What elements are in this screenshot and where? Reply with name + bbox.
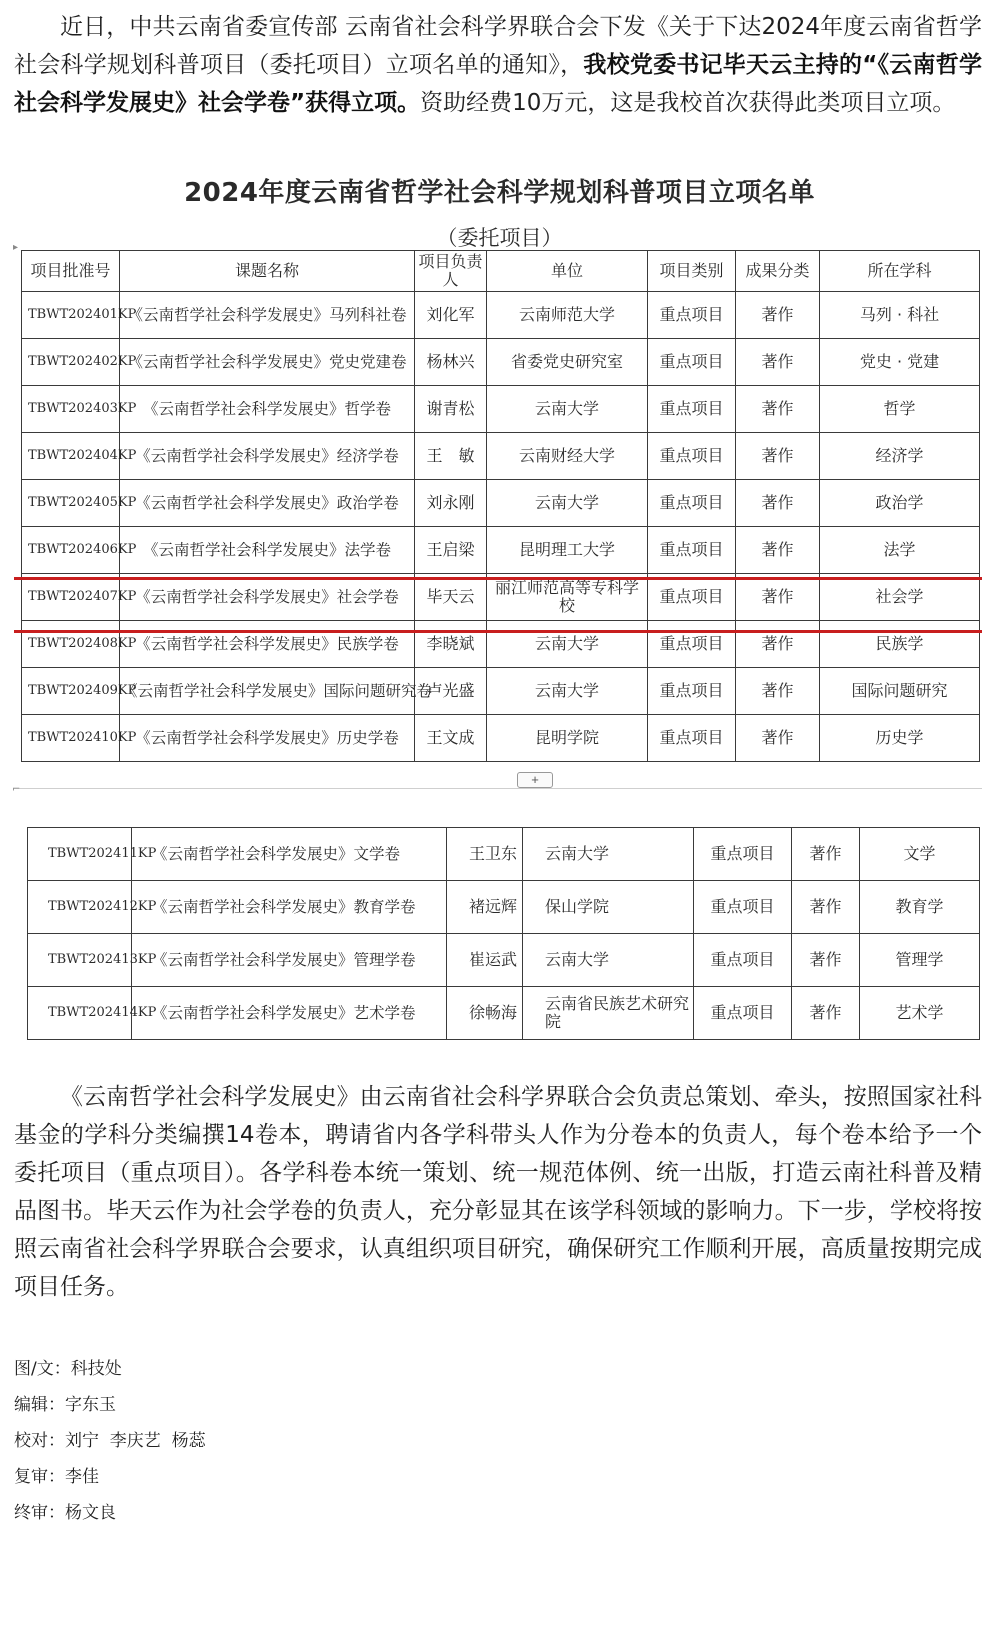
intro-bold-text: 我校党委书记毕天云主持的“《云南哲学社会科学发展史》社会学卷”获得立项。 — [14, 52, 983, 116]
table-row — [28, 987, 980, 1040]
cell-person: 褚远辉 — [447, 881, 523, 934]
cell-topic: 《云南哲学社会科学发展史》民族学卷 — [120, 621, 415, 668]
cell-topic: 《云南哲学社会科学发展史》教育学卷 — [132, 881, 447, 934]
credit-editor: 编辑：字东玉 — [14, 1395, 116, 1415]
cell-discipline: 马列 · 科社 — [820, 292, 980, 339]
table-row — [22, 527, 980, 574]
cell-discipline: 经济学 — [820, 433, 980, 480]
cell-category: 重点项目 — [694, 987, 792, 1040]
cell-category: 重点项目 — [648, 668, 736, 715]
cell-discipline: 历史学 — [820, 715, 980, 762]
cell-discipline: 艺术学 — [860, 987, 980, 1040]
cell-unit: 云南师范大学 — [487, 292, 648, 339]
cell-output: 著作 — [792, 828, 860, 881]
cell-unit: 云南省民族艺术研究院 — [523, 987, 694, 1040]
cell-output: 著作 — [736, 668, 820, 715]
table-row — [22, 668, 980, 715]
table-header-row — [22, 251, 980, 292]
table-divider — [14, 788, 982, 789]
cell-output: 著作 — [736, 433, 820, 480]
cell-person: 刘永刚 — [415, 480, 487, 527]
cell-code: TBWT202408KP — [22, 621, 120, 668]
cell-output: 著作 — [792, 881, 860, 934]
cell-code: TBWT202404KP — [22, 433, 120, 480]
cell-topic: 《云南哲学社会科学发展史》管理学卷 — [132, 934, 447, 987]
cell-code: TBWT202409KP — [22, 668, 120, 715]
cell-code: TBWT202407KP — [22, 574, 120, 621]
header-category: 项目类别 — [648, 251, 736, 292]
cell-code: TBWT202403KP — [22, 386, 120, 433]
cell-person: 王文成 — [415, 715, 487, 762]
cell-code: TBWT202402KP — [22, 339, 120, 386]
cell-code: TBWT202406KP — [22, 527, 120, 574]
cell-person: 卢光盛 — [415, 668, 487, 715]
cell-unit: 保山学院 — [523, 881, 694, 934]
cell-code: TBWT202414KP — [28, 987, 132, 1040]
cell-discipline: 民族学 — [820, 621, 980, 668]
cell-code: TBWT202405KP — [22, 480, 120, 527]
cell-person: 李晓斌 — [415, 621, 487, 668]
table-row — [22, 386, 980, 433]
cell-topic: 《云南哲学社会科学发展史》政治学卷 — [120, 480, 415, 527]
cell-person: 王 敏 — [415, 433, 487, 480]
cell-person: 崔运武 — [447, 934, 523, 987]
cell-unit: 云南大学 — [487, 386, 648, 433]
cell-code: TBWT202413KP — [28, 934, 132, 987]
cell-unit: 丽江师范高等专科学校 — [487, 574, 648, 621]
cell-topic: 《云南哲学社会科学发展史》艺术学卷 — [132, 987, 447, 1040]
credit-reviewer: 复审：李佳 — [14, 1467, 99, 1487]
cell-category: 重点项目 — [648, 480, 736, 527]
cell-discipline: 哲学 — [820, 386, 980, 433]
cell-output: 著作 — [736, 621, 820, 668]
credits — [14, 1356, 206, 1536]
cell-topic: 《云南哲学社会科学发展史》经济学卷 — [120, 433, 415, 480]
intro-text-2: 资助经费10万元，这是我校首次获得此类项目立项。 — [420, 90, 956, 116]
table-row — [22, 480, 980, 527]
table-row — [22, 339, 980, 386]
cell-category: 重点项目 — [648, 715, 736, 762]
cell-discipline: 社会学 — [820, 574, 980, 621]
cell-category: 重点项目 — [648, 292, 736, 339]
cell-discipline: 教育学 — [860, 881, 980, 934]
cell-output: 著作 — [736, 574, 820, 621]
cell-category: 重点项目 — [694, 934, 792, 987]
cell-person: 王启梁 — [415, 527, 487, 574]
cell-unit: 云南财经大学 — [487, 433, 648, 480]
cell-discipline: 政治学 — [820, 480, 980, 527]
cell-category: 重点项目 — [694, 881, 792, 934]
cell-person: 徐畅海 — [447, 987, 523, 1040]
cell-person: 刘化军 — [415, 292, 487, 339]
cell-discipline: 文学 — [860, 828, 980, 881]
cell-topic: 《云南哲学社会科学发展史》法学卷 — [120, 527, 415, 574]
cell-output: 著作 — [736, 292, 820, 339]
cell-unit: 云南大学 — [487, 480, 648, 527]
cell-discipline: 党史 · 党建 — [820, 339, 980, 386]
header-topic: 课题名称 — [120, 251, 415, 292]
cell-unit: 昆明学院 — [487, 715, 648, 762]
project-table-continued — [27, 827, 980, 1040]
document-title: 2024年度云南省哲学社会科学规划科普项目立项名单 — [184, 178, 815, 208]
cell-discipline: 法学 — [820, 527, 980, 574]
cell-category: 重点项目 — [648, 339, 736, 386]
cell-topic: 《云南哲学社会科学发展史》哲学卷 — [120, 386, 415, 433]
cell-topic: 《云南哲学社会科学发展史》国际问题研究卷 — [120, 668, 415, 715]
table-row — [22, 621, 980, 668]
credit-proofreader: 校对：刘宁 李庆艺 杨蕊 — [14, 1431, 206, 1451]
cell-code: TBWT202401KP — [22, 292, 120, 339]
table-row — [28, 934, 980, 987]
table-row — [22, 433, 980, 480]
table-anchor-icon: ▸ — [13, 242, 19, 253]
cell-person: 毕天云 — [415, 574, 487, 621]
cell-output: 著作 — [736, 480, 820, 527]
cell-discipline: 国际问题研究 — [820, 668, 980, 715]
table-row — [28, 881, 980, 934]
cell-code: TBWT202410KP — [22, 715, 120, 762]
cell-output: 著作 — [736, 715, 820, 762]
cell-topic: 《云南哲学社会科学发展史》社会学卷 — [120, 574, 415, 621]
cell-unit: 省委党史研究室 — [487, 339, 648, 386]
project-table — [21, 250, 980, 762]
cell-unit: 云南大学 — [487, 621, 648, 668]
cell-category: 重点项目 — [694, 828, 792, 881]
credit-final-reviewer: 终审：杨文良 — [14, 1503, 116, 1523]
cell-output: 著作 — [736, 527, 820, 574]
cell-topic: 《云南哲学社会科学发展史》马列科社卷 — [120, 292, 415, 339]
cell-unit: 云南大学 — [523, 934, 694, 987]
cell-category: 重点项目 — [648, 527, 736, 574]
add-row-button[interactable]: + — [517, 772, 553, 788]
cell-unit: 云南大学 — [487, 668, 648, 715]
cell-person: 王卫东 — [447, 828, 523, 881]
cell-output: 著作 — [736, 339, 820, 386]
table-row — [22, 715, 980, 762]
cell-output: 著作 — [736, 386, 820, 433]
table-row — [22, 574, 980, 621]
cell-topic: 《云南哲学社会科学发展史》文学卷 — [132, 828, 447, 881]
credit-author: 图/文：科技处 — [14, 1359, 122, 1379]
body-paragraph: 《云南哲学社会科学发展史》由云南省社会科学界联合会负责总策划、牵头，按照国家社科基金的学科分类编撰14卷本，聘请省内各学科带头人作为分卷本的负责人，每个卷本给予一个委托项目（重点项目）。各学科卷本统一策划、统一规范体例、统一出版，打造云南社科普及精品图书。毕天云作为社会学卷的负责人，充分彰显其在该学科领域的影响力。下一步，学校将按照云南省社会科学界联合会要求，认真组织项目研究，确保研究工作顺利开展，高质量按期完成项目任务。 — [14, 1084, 982, 1300]
intro-text-1: 近日，中共云南省委宣传部 云南省社会科学界联合会下发《关于下达2024年度云南省哲学社会科学规划科普项目（委托项目）立项名单的通知》， — [14, 14, 982, 78]
header-unit: 单位 — [487, 251, 648, 292]
header-code: 项目批准号 — [22, 251, 120, 292]
header-discipline: 所在学科 — [820, 251, 980, 292]
cell-category: 重点项目 — [648, 574, 736, 621]
cell-discipline: 管理学 — [860, 934, 980, 987]
table-row — [22, 292, 980, 339]
header-person: 项目负责人 — [415, 251, 487, 292]
intro-paragraph — [14, 8, 982, 122]
cell-unit: 云南大学 — [523, 828, 694, 881]
document-subtitle: （委托项目） — [436, 226, 563, 250]
cell-output: 著作 — [792, 987, 860, 1040]
cell-code: TBWT202412KP — [28, 881, 132, 934]
cell-person: 谢青松 — [415, 386, 487, 433]
cell-topic: 《云南哲学社会科学发展史》党史党建卷 — [120, 339, 415, 386]
cell-output: 著作 — [792, 934, 860, 987]
header-output: 成果分类 — [736, 251, 820, 292]
cell-topic: 《云南哲学社会科学发展史》历史学卷 — [120, 715, 415, 762]
table-corner-icon: ⌐ — [12, 784, 21, 795]
cell-unit: 昆明理工大学 — [487, 527, 648, 574]
cell-code: TBWT202411KP — [28, 828, 132, 881]
cell-category: 重点项目 — [648, 386, 736, 433]
cell-category: 重点项目 — [648, 433, 736, 480]
cell-category: 重点项目 — [648, 621, 736, 668]
table-row — [28, 828, 980, 881]
cell-person: 杨林兴 — [415, 339, 487, 386]
